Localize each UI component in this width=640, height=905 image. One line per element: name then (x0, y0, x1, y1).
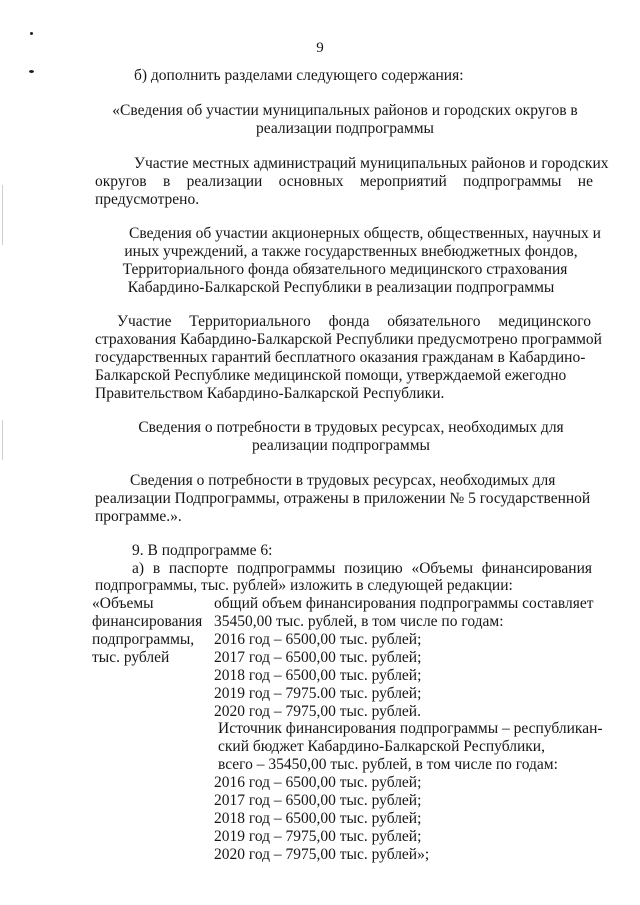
table-year-line: 2018 год – 6500,00 тыс. рублей; (214, 810, 422, 827)
item9-line: подпрограммы, тыс. рублей» изложить в следующей редакции: (95, 577, 513, 594)
table-year-line: 2020 год – 7975,00 тыс. рублей»; (214, 846, 430, 863)
table-label-line: «Объемы (92, 595, 154, 612)
section2-paragraph-line: государственных гарантий бесплатного оказания гражданам в Кабардино- (95, 349, 586, 366)
margin-scan-line (2, 420, 3, 460)
section1-heading-line: реализации подпрограммы (256, 120, 434, 137)
word: медицинского (498, 313, 591, 330)
table-year-line: 2020 год – 7975,00 тыс. рублей. (214, 703, 421, 720)
table-label-line: тыс. рублей (92, 649, 170, 666)
word: не (577, 173, 593, 190)
table-year-line: 2019 год – 7975,00 тыс. рублей; (214, 828, 422, 845)
word: финансирования (481, 560, 592, 577)
margin-dot-mark (30, 32, 33, 35)
intro-text: б) дополнить разделами следующего содержания: (134, 67, 464, 84)
word: Участие (117, 313, 172, 330)
table-year-line: 2016 год – 6500,00 тыс. рублей; (214, 631, 422, 648)
word: округов (95, 173, 147, 190)
section1-paragraph-line: предусмотрено. (95, 191, 200, 208)
section2-heading-line: иных учреждений, а также государственных внебюджетных фондов, (124, 243, 578, 260)
word: а) (132, 560, 145, 577)
section3-heading-line: реализации подпрограммы (252, 437, 430, 454)
section1-heading-line: «Сведения об участии муниципальных районов и городских округов в (112, 102, 578, 119)
section2-heading-line: Территориального фонда обязательного медицинского страхования (122, 261, 568, 278)
table-label-line: подпрограммы, (92, 631, 195, 648)
word: мероприятий (359, 173, 447, 190)
section3-heading-line: Сведения о потребности в трудовых ресурсах, необходимых для (138, 419, 564, 436)
table-source-line: Источник финансирования подпрограммы – республикан- (218, 720, 603, 737)
table-value-line: 35450,00 тыс. рублей, в том числе по годам: (214, 613, 504, 630)
section3-paragraph-line: реализации Подпрограммы, отражены в приложении № 5 государственной (95, 490, 591, 507)
section2-heading-line: Сведения об участии акционерных обществ, общественных, научных и (129, 225, 601, 242)
word: Территориального (189, 313, 311, 330)
item9-justified-line (132, 560, 592, 577)
section2-paragraph-justified-line (117, 313, 591, 330)
word: позицию (344, 560, 403, 577)
word: «Объемы (411, 560, 474, 577)
section3-paragraph-line: Сведения о потребности в трудовых ресурсах, необходимых для (130, 472, 556, 489)
word: реализации (186, 173, 263, 190)
section1-paragraph-line: Участие местных администраций муниципальных районов и городских (134, 155, 609, 172)
section2-paragraph-line: Балкарской Республике медицинской помощи, утверждаемой ежегодно (95, 367, 567, 384)
table-label-line: финансирования (92, 613, 203, 630)
word: фонда (328, 313, 370, 330)
section1-paragraph-justified-line (95, 173, 593, 190)
table-year-line: 2017 год – 6500,00 тыс. рублей; (214, 649, 422, 666)
word: подпрограммы (463, 173, 562, 190)
word: основных (278, 173, 344, 190)
page-number: 9 (316, 40, 324, 56)
table-value-line: общий объем финансирования подпрограммы составляет (214, 595, 594, 612)
section3-paragraph-line: программе.». (95, 508, 182, 525)
word: обязательного (387, 313, 481, 330)
margin-dash-mark (29, 70, 34, 73)
table-source-line: ский бюджет Кабардино-Балкарской Республики, (218, 738, 545, 755)
word: подпрограммы (236, 560, 336, 577)
table-year-line: 2018 год – 6500,00 тыс. рублей; (214, 667, 422, 684)
table-source-line: всего – 35450,00 тыс. рублей, в том числе по годам: (218, 756, 558, 773)
word: в (162, 173, 171, 190)
section2-paragraph-line: Правительством Кабардино-Балкарской Республики. (95, 385, 445, 402)
section2-heading-line: Кабардино-Балкарской Республики в реализации подпрограммы (127, 279, 555, 296)
table-year-line: 2016 год – 6500,00 тыс. рублей; (214, 774, 422, 791)
table-year-line: 2017 год – 6500,00 тыс. рублей; (214, 792, 422, 809)
word: паспорте (168, 560, 229, 577)
word: в (152, 560, 161, 577)
section2-paragraph-line: страхования Кабардино-Балкарской Республики предусмотрено программой (95, 331, 602, 348)
table-year-line: 2019 год – 7975.00 тыс. рублей; (214, 685, 422, 702)
item9-title: 9. В подпрограмме 6: (132, 542, 273, 559)
margin-scan-line (2, 185, 3, 245)
